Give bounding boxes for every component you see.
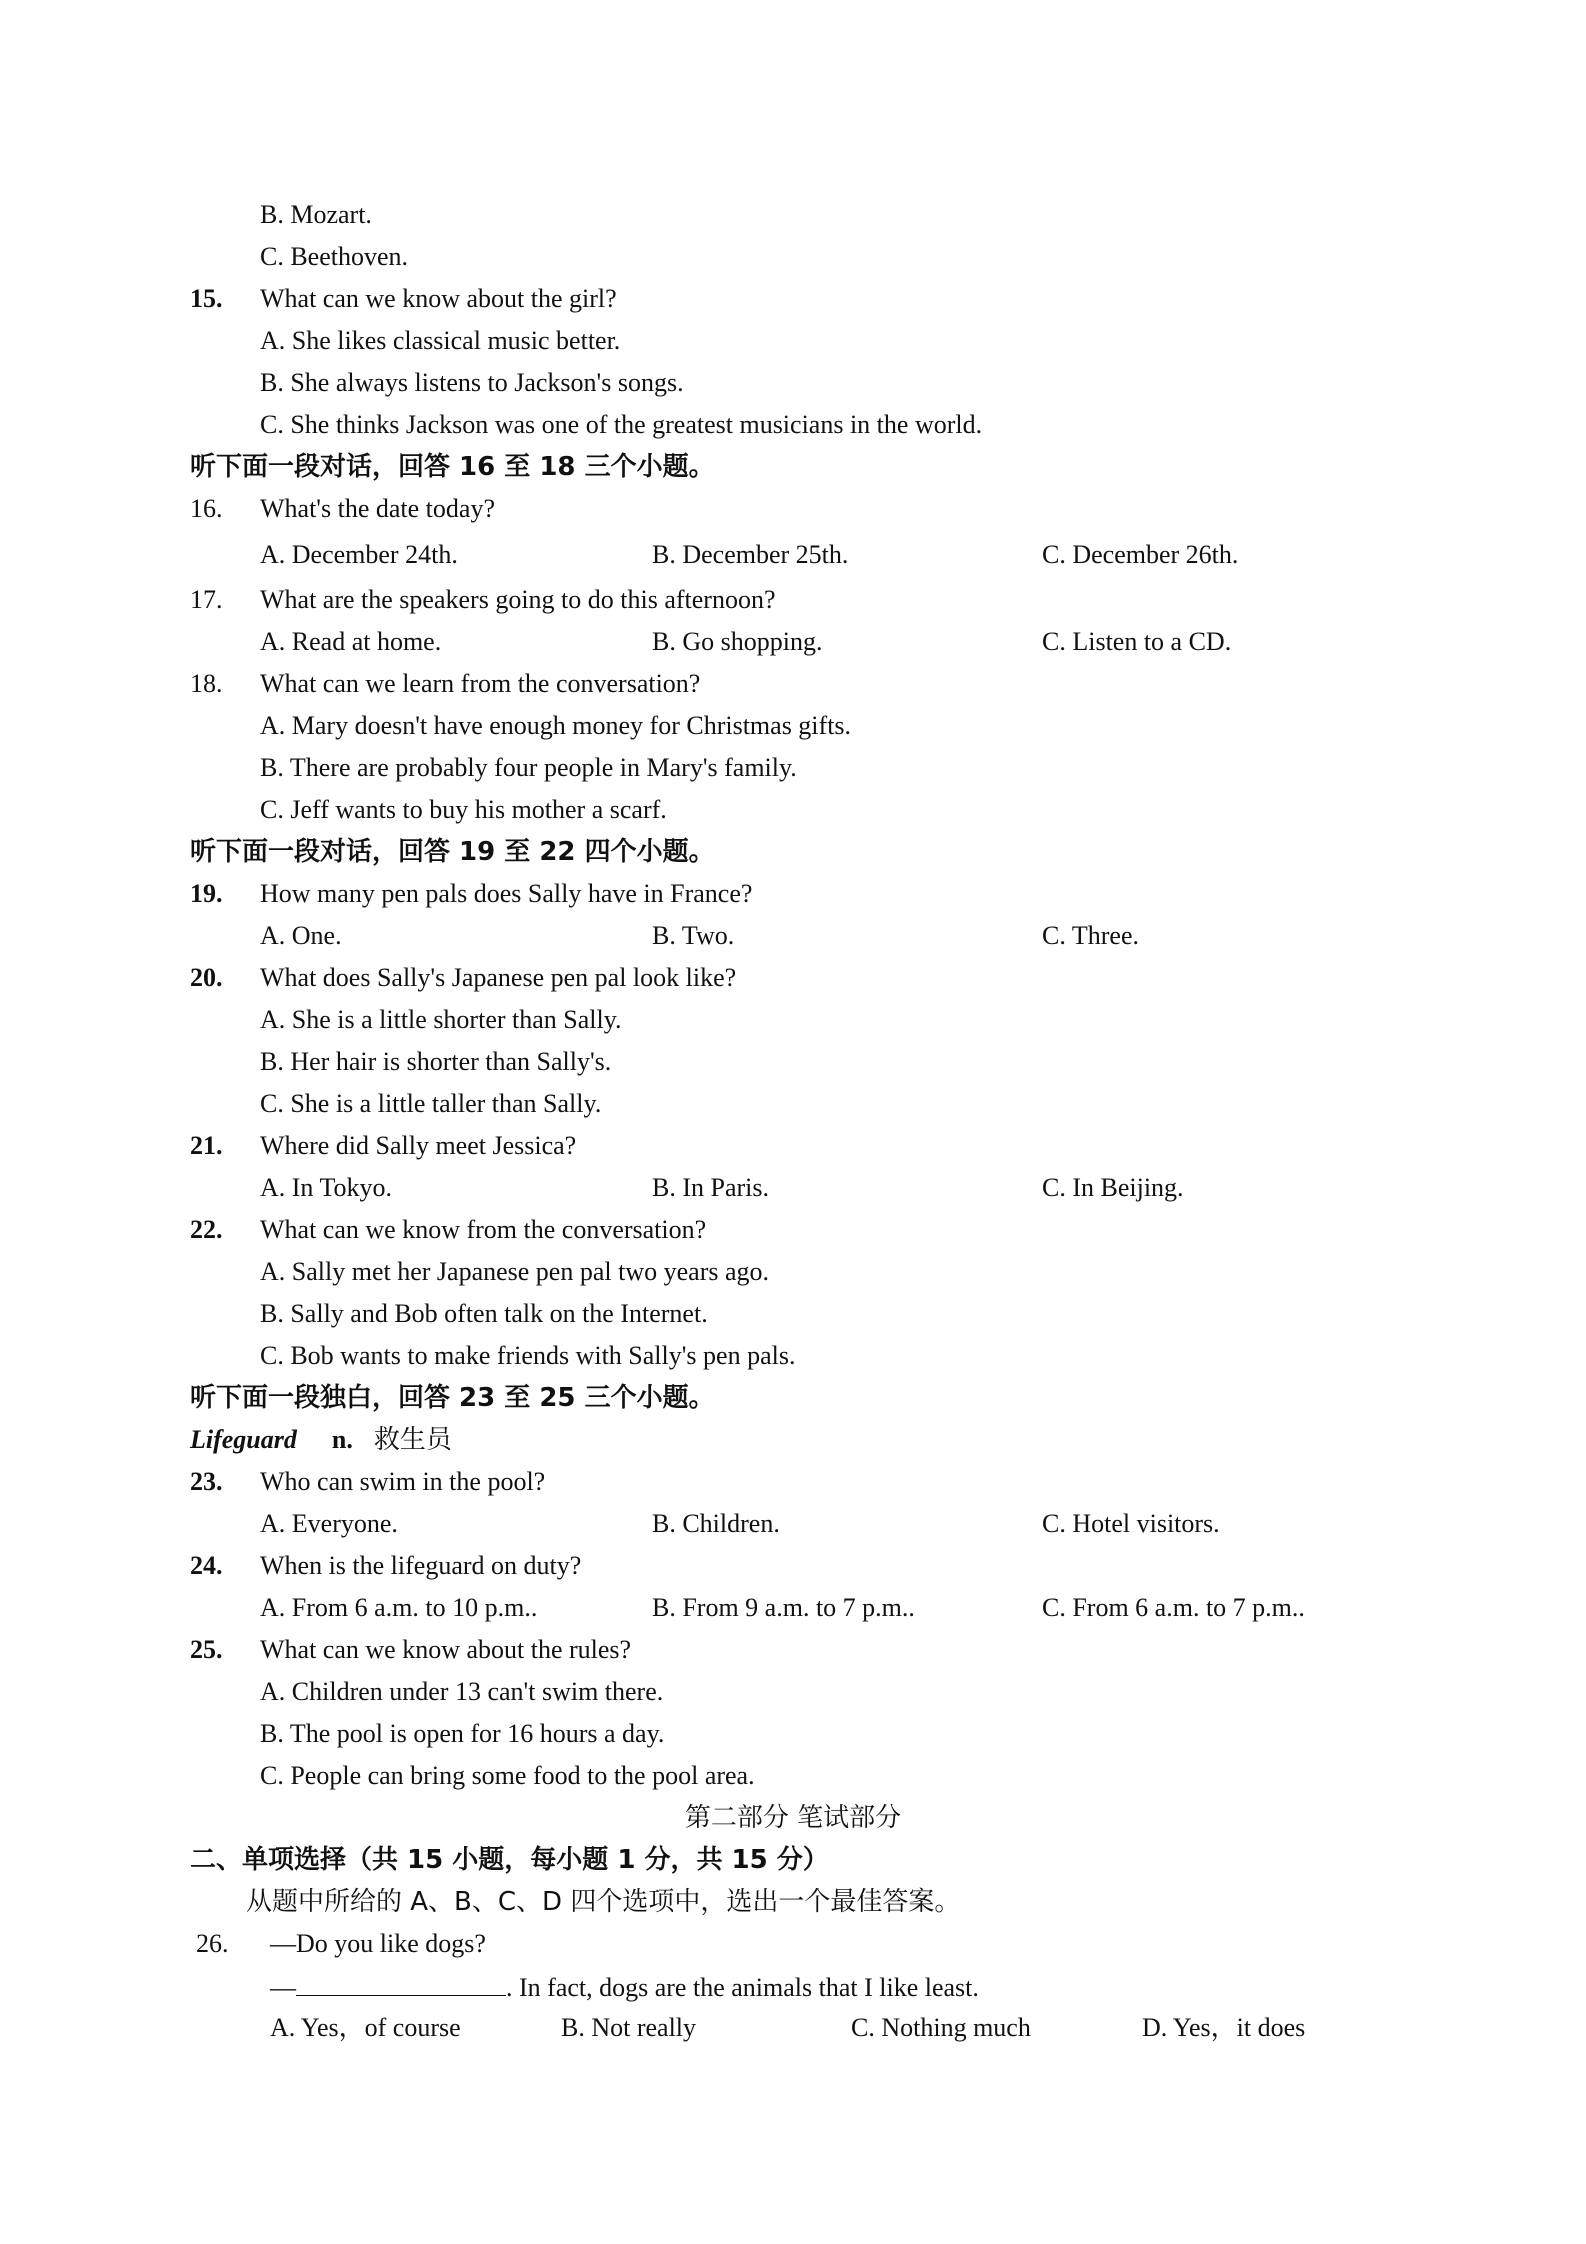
q24-option-c: C. From 6 a.m. to 7 p.m..: [1042, 1593, 1305, 1622]
q26-answer-blank: [296, 1969, 506, 1996]
q14-option-c: C. Beethoven.: [260, 242, 409, 271]
q23-stem: Who can swim in the pool?: [260, 1467, 546, 1496]
q19-number: 19.: [190, 879, 223, 908]
q26-line1: —Do you like dogs?: [270, 1929, 486, 1958]
q21-number: 21.: [190, 1131, 223, 1160]
q26-line2-rest: . In fact, dogs are the animals that I like least.: [506, 1973, 979, 2002]
q19-option-a: A. One.: [260, 921, 342, 950]
q22-number: 22.: [190, 1215, 223, 1244]
q16-option-a: A. December 24th.: [260, 540, 458, 569]
q17-option-c: C. Listen to a CD.: [1042, 627, 1232, 656]
q22-option-b: B. Sally and Bob often talk on the Internet.: [260, 1299, 708, 1328]
q24-option-a: A. From 6 a.m. to 10 p.m..: [260, 1593, 538, 1622]
glossary-meaning: 救生员: [373, 1425, 452, 1455]
q17-option-b: B. Go shopping.: [652, 627, 823, 656]
q21-option-b: B. In Paris.: [652, 1173, 769, 1202]
q16-option-c: C. December 26th.: [1042, 540, 1239, 569]
q19-stem: How many pen pals does Sally have in France?: [260, 879, 753, 908]
q20-number: 20.: [190, 963, 223, 992]
q26-option-b: B. Not really: [561, 2013, 697, 2042]
q16-option-b: B. December 25th.: [652, 540, 849, 569]
glossary-word: Lifeguard: [190, 1425, 297, 1454]
q25-option-c: C. People can bring some food to the pool area.: [260, 1761, 755, 1790]
part2-title: 第二部分 笔试部分: [684, 1803, 902, 1833]
glossary-pos: n.: [331, 1425, 353, 1454]
section-header-23-25: 听下面一段独白，回答 23 至 25 三个小题。: [190, 1383, 715, 1413]
q14-option-b: B. Mozart.: [260, 200, 372, 229]
q15-number: 15.: [190, 284, 223, 313]
q22-option-c: C. Bob wants to make friends with Sally's pen pals.: [260, 1341, 796, 1370]
q25-option-a: A. Children under 13 can't swim there.: [260, 1677, 664, 1706]
q23-option-b: B. Children.: [652, 1509, 780, 1538]
q20-stem: What does Sally's Japanese pen pal look like?: [260, 963, 737, 992]
q26-option-a: A. Yes，of course: [270, 2013, 461, 2042]
q23-number: 23.: [190, 1467, 223, 1496]
q17-stem: What are the speakers going to do this afternoon?: [260, 585, 776, 614]
glossary-line: [190, 1423, 452, 1457]
q25-stem: What can we know about the rules?: [260, 1635, 632, 1664]
section-header-19-22: 听下面一段对话，回答 19 至 22 四个小题。: [190, 837, 715, 867]
q19-option-b: B. Two.: [652, 921, 735, 950]
q24-number: 24.: [190, 1551, 223, 1580]
q21-stem: Where did Sally meet Jessica?: [260, 1131, 577, 1160]
q20-option-c: C. She is a little taller than Sally.: [260, 1089, 602, 1118]
q21-option-a: A. In Tokyo.: [260, 1173, 393, 1202]
section2-instruction: 从题中所给的 A、B、C、D 四个选项中，选出一个最佳答案。: [246, 1887, 961, 1917]
q25-option-b: B. The pool is open for 16 hours a day.: [260, 1719, 665, 1748]
q22-stem: What can we know from the conversation?: [260, 1215, 707, 1244]
q19-option-c: C. Three.: [1042, 921, 1139, 950]
q15-option-c: C. She thinks Jackson was one of the greatest musicians in the world.: [260, 410, 983, 439]
q18-stem: What can we learn from the conversation?: [260, 669, 701, 698]
q18-number: 18.: [190, 669, 223, 698]
q15-option-a: A. She likes classical music better.: [260, 326, 621, 355]
q23-option-a: A. Everyone.: [260, 1509, 398, 1538]
q15-stem: What can we know about the girl?: [260, 284, 617, 313]
q26-dash: —: [270, 1973, 296, 2002]
q25-number: 25.: [190, 1635, 223, 1664]
q22-option-a: A. Sally met her Japanese pen pal two years ago.: [260, 1257, 770, 1286]
q23-option-c: C. Hotel visitors.: [1042, 1509, 1220, 1538]
q26-number: 26.: [196, 1929, 229, 1958]
section2-title: 二、单项选择（共 15 小题，每小题 1 分，共 15 分）: [190, 1845, 829, 1875]
q26-line2: [270, 1969, 979, 2005]
q21-option-c: C. In Beijing.: [1042, 1173, 1184, 1202]
q26-option-d: D. Yes，it does: [1142, 2013, 1306, 2042]
q26-option-c: C. Nothing much: [851, 2013, 1031, 2042]
q24-option-b: B. From 9 a.m. to 7 p.m..: [652, 1593, 915, 1622]
q18-option-a: A. Mary doesn't have enough money for Christmas gifts.: [260, 711, 852, 740]
q18-option-c: C. Jeff wants to buy his mother a scarf.: [260, 795, 667, 824]
q16-stem: What's the date today?: [260, 494, 495, 523]
q24-stem: When is the lifeguard on duty?: [260, 1551, 582, 1580]
q15-option-b: B. She always listens to Jackson's songs.: [260, 368, 684, 397]
q16-number: 16.: [190, 494, 223, 523]
q17-number: 17.: [190, 585, 223, 614]
q20-option-b: B. Her hair is shorter than Sally's.: [260, 1047, 612, 1076]
section-header-16-18: 听下面一段对话，回答 16 至 18 三个小题。: [190, 452, 715, 482]
q17-option-a: A. Read at home.: [260, 627, 442, 656]
q18-option-b: B. There are probably four people in Mary's family.: [260, 753, 797, 782]
q20-option-a: A. She is a little shorter than Sally.: [260, 1005, 622, 1034]
